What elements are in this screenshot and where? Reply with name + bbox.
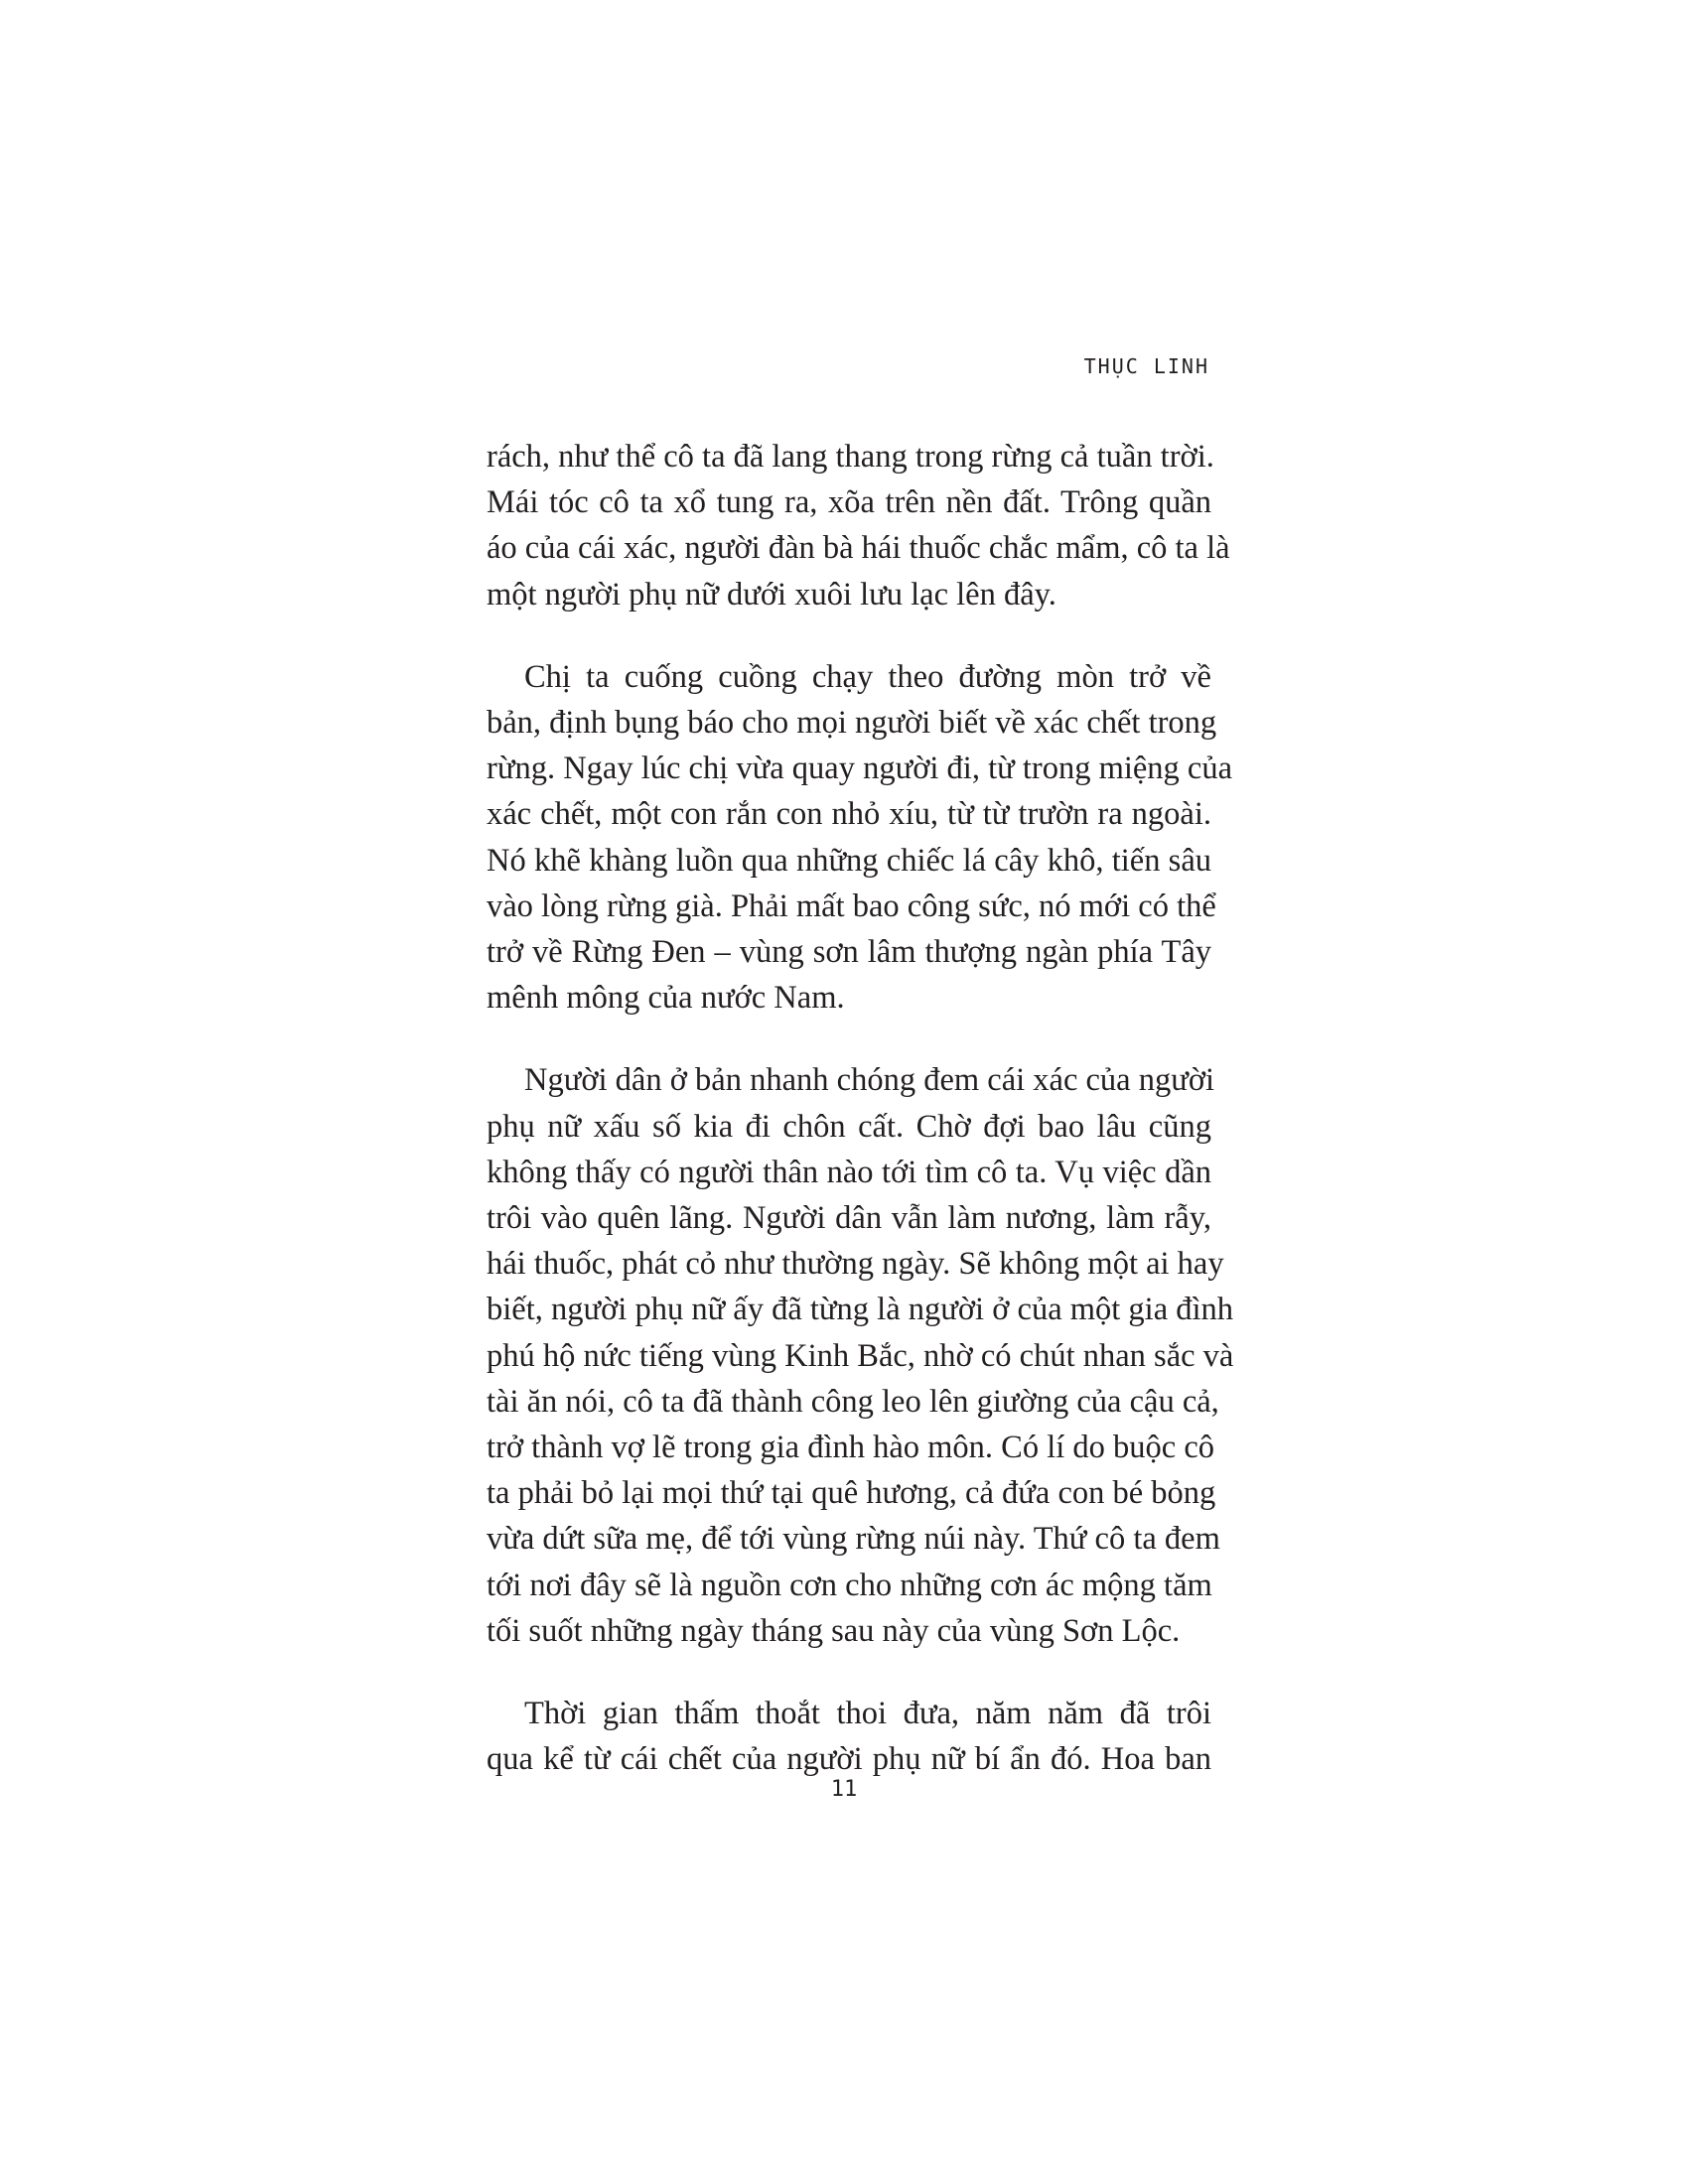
running-header: THỤC LINH xyxy=(1083,354,1209,378)
text-line: rừng. Ngay lúc chị vừa quay người đi, từ trong miệng của xyxy=(487,751,1233,787)
body-text xyxy=(487,434,1234,1782)
text-line: trôi vào quên lãng. Người dân vẫn làm nương, làm rẫy, xyxy=(487,1200,1211,1237)
text-line: hái thuốc, phát cỏ như thường ngày. Sẽ không một ai hay xyxy=(487,1246,1224,1283)
text-line: trở thành vợ lẽ trong gia đình hào môn. Có lí do buộc cô xyxy=(487,1430,1215,1466)
text-line: tối suốt những ngày tháng sau này của vùng Sơn Lộc. xyxy=(487,1612,1181,1649)
text-line: Người dân ở bản nhanh chóng đem cái xác của người xyxy=(524,1062,1215,1099)
page-number: 11 xyxy=(830,1777,858,1802)
text-line: không thấy có người thân nào tới tìm cô ta. Vụ việc dần xyxy=(487,1154,1211,1190)
paragraph xyxy=(487,1057,1234,1654)
text-line: tới nơi đây sẽ là nguồn cơn cho những cơn ác mộng tăm xyxy=(487,1567,1212,1603)
text-line: bản, định bụng báo cho mọi người biết về xác chết trong xyxy=(487,705,1217,742)
paragraph xyxy=(487,654,1233,1022)
text-line: biết, người phụ nữ ấy đã từng là người ở của một gia đình xyxy=(487,1292,1234,1328)
paragraph xyxy=(487,434,1230,617)
text-line: ta phải bỏ lại mọi thứ tại quê hương, cả đứa con bé bỏng xyxy=(487,1475,1216,1512)
text-line: trở về Rừng Đen – vùng sơn lâm thượng ngàn phía Tây xyxy=(487,934,1211,971)
text-line: vào lòng rừng già. Phải mất bao công sức, nó mới có thể xyxy=(487,887,1216,924)
text-line: xác chết, một con rắn con nhỏ xíu, từ từ trườn ra ngoài. xyxy=(487,796,1211,833)
text-line: áo của cái xác, người đàn bà hái thuốc chắc mẩm, cô ta là xyxy=(487,530,1230,567)
text-line: qua kể từ cái chết của người phụ nữ bí ẩn đó. Hoa ban xyxy=(487,1741,1211,1778)
text-line: mênh mông của nước Nam. xyxy=(487,980,845,1017)
text-line: Thời gian thấm thoắt thoi đưa, năm năm đã trôi xyxy=(524,1696,1211,1732)
text-line: rách, như thể cô ta đã lang thang trong rừng cả tuần trời. xyxy=(487,439,1214,475)
text-line: một người phụ nữ dưới xuôi lưu lạc lên đây. xyxy=(487,576,1056,613)
text-line: Nó khẽ khàng luồn qua những chiếc lá cây khô, tiến sâu xyxy=(487,842,1211,879)
paragraph xyxy=(487,1691,1211,1782)
text-line: phụ nữ xấu số kia đi chôn cất. Chờ đợi bao lâu cũng xyxy=(487,1108,1211,1145)
text-line: Chị ta cuống cuồng chạy theo đường mòn trở về xyxy=(524,658,1211,695)
text-line: Mái tóc cô ta xổ tung ra, xõa trên nền đất. Trông quần xyxy=(487,484,1211,521)
text-line: tài ăn nói, cô ta đã thành công leo lên giường của cậu cả, xyxy=(487,1383,1219,1420)
text-line: vừa dứt sữa mẹ, để tới vùng rừng núi này. Thứ cô ta đem xyxy=(487,1521,1220,1558)
text-line: phú hộ nức tiếng vùng Kinh Bắc, nhờ có chút nhan sắc và xyxy=(487,1337,1234,1374)
